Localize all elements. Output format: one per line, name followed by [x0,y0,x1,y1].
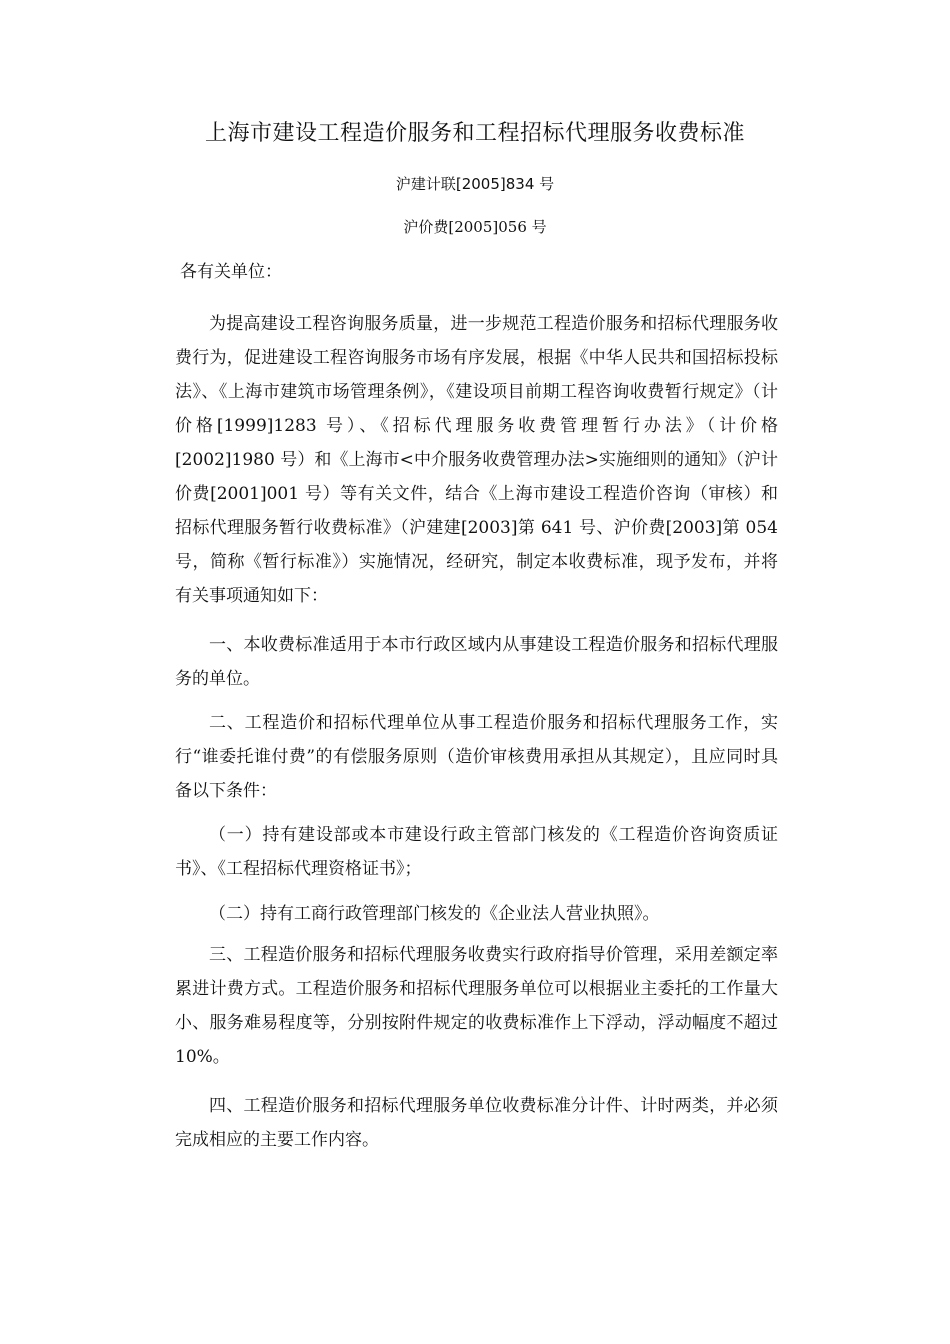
paragraph-text: 二、工程造价和招标代理单位从事工程造价服务和招标代理服务工作，实行“谁委托谁付费”的有偿服务原则（造价审核费用承担从其规定），且应同时具备以下条件： [175,713,778,801]
paragraph-text: 为提高建设工程咨询服务质量，进一步规范工程造价服务和招标代理服务收费行为，促进建设工程咨询服务市场有序发展，根据《中华人民共和国招标投标法》、《上海市建筑市场管理条例》，《建设项目前期工程咨询收费暂行规定》（计价格[1999]1283 号）、《招标代理服务收费管理暂行办法》（计价格[2002]1980 号）和《上海市<中介服务收费管理办法>实施细则的通知》（沪计价费[2001]001 号）等有关文件，结合《上海市建设工程造价咨询（审核）和招标代理服务暂行收费标准》（沪建建[2003]第 641 号、沪价费[2003]第 054 号，简称《暂行标准》）实施情况，经研究，制定本收费标准，现予发布，并将有关事项通知如下： [175,314,778,606]
document-title: 上海市建设工程造价服务和工程招标代理服务收费标准 [204,121,745,146]
paragraph-item-3 [175,938,778,1074]
paragraph-subitem-1 [175,818,778,886]
document-number-price: 沪价费[2005]056 号 [403,218,547,236]
paragraph-text: 三、工程造价服务和招标代理服务收费实行政府指导价管理，采用差额定率累进计费方式。工程造价服务和招标代理服务单位可以根据业主委托的工作量大小、服务难易程度等，分别按附件规定的收费标准作上下浮动，浮动幅度不超过 10%。 [175,945,778,1067]
paragraph-subitem-2 [175,897,778,931]
paragraph-text: （二）持有工商行政管理部门核发的《企业法人营业执照》。 [209,904,660,924]
salutation: 各有关单位： [180,262,282,282]
paragraph-item-4 [175,1089,778,1157]
paragraph-item-1 [175,628,778,696]
paragraph-preamble [175,307,778,613]
document-number-construction: 沪建计联[2005]834 号 [395,175,555,193]
paragraph-text: 一、本收费标准适用于本市行政区域内从事建设工程造价服务和招标代理服务的单位。 [175,635,778,689]
paragraph-text: 四、工程造价服务和招标代理服务单位收费标准分计件、计时两类，并必须完成相应的主要工作内容。 [175,1096,778,1150]
paragraph-item-2 [175,706,778,808]
paragraph-text: （一）持有建设部或本市建设行政主管部门核发的《工程造价咨询资质证书》、《工程招标代理资格证书》； [175,825,778,879]
